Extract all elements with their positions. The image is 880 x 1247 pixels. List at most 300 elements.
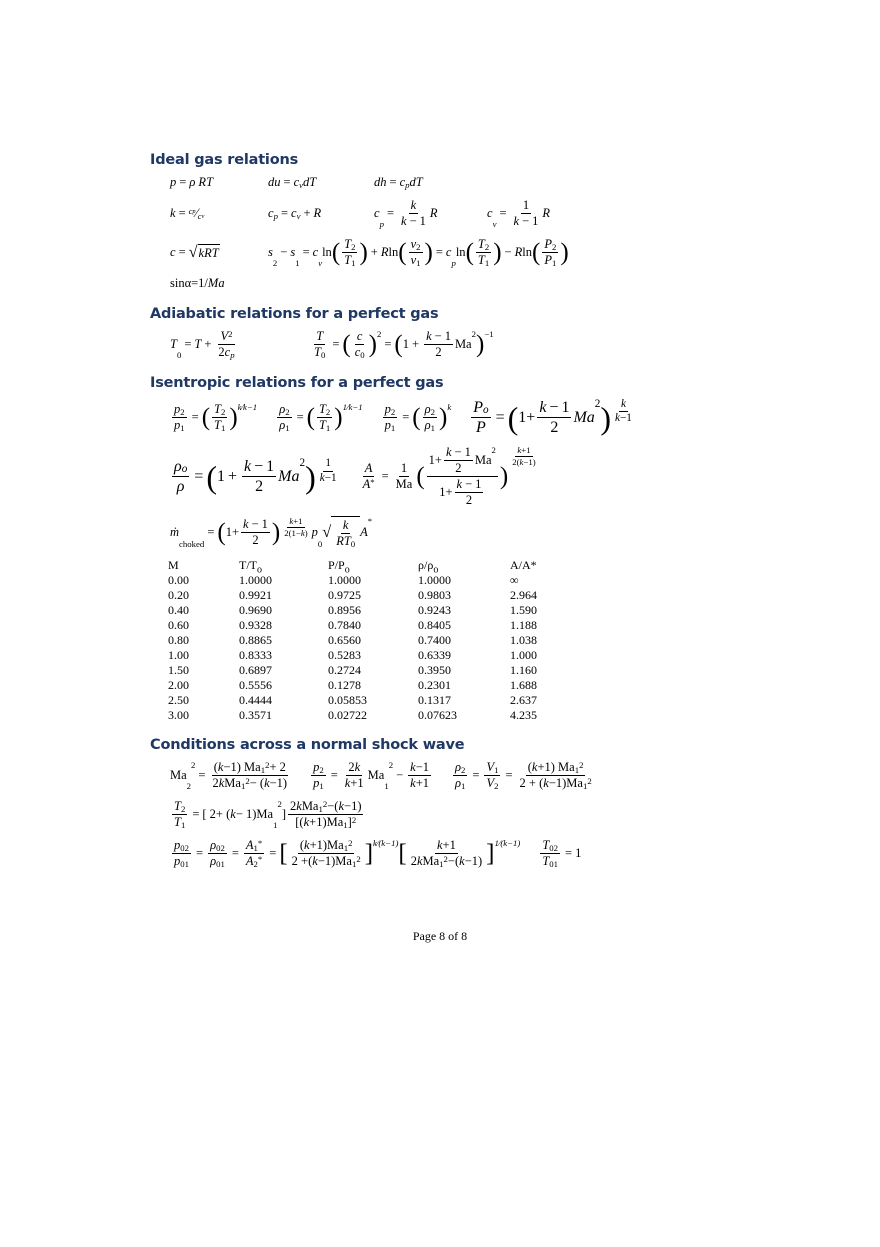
table-cell: 0.9921 [239,587,272,602]
equation-row [170,398,770,437]
superscript [368,516,372,527]
math-text: 2 [491,445,496,456]
math-operator: = [472,768,480,783]
math-text: 1 [343,842,349,853]
math-symbol: A [245,838,254,853]
math-symbol: V [486,760,495,775]
math-symbol: k [539,399,547,416]
denominator [453,461,463,476]
math-symbol: k [459,854,465,869]
close-delimiter: ] [486,840,495,868]
heading-ideal-gas: Ideal gas relations [150,152,299,168]
numerator [444,445,473,461]
math-text: 1 [261,517,268,532]
math-text: + 2 [269,760,286,775]
math-text: 1 [220,422,226,433]
fraction [208,838,227,869]
fraction [542,237,558,268]
close-delimiter: ) [271,519,281,547]
math-text: 1 [444,329,451,343]
math-symbol: T [318,418,326,433]
close-delimiter: ) [475,331,485,358]
parentheses [416,445,508,508]
math-text: 2 [390,406,396,417]
math-symbol: c [445,245,452,259]
group [217,457,305,496]
table-cell: 1.160 [510,662,537,677]
fraction [510,445,537,467]
math-symbol: P [473,399,483,416]
math-text: 2 [299,457,306,470]
math-operator: − [251,517,259,532]
equation [170,243,250,263]
table-cell: 0.02722 [328,707,367,722]
numerator [287,516,304,528]
math-symbol: kRT [198,246,219,260]
denominator [216,345,236,360]
fraction [290,838,363,869]
fraction [476,237,491,268]
math-operator: = [178,245,186,259]
fraction [484,760,500,791]
math-symbol: T [477,237,485,251]
math-text: 1 [295,257,300,268]
fraction [453,760,467,791]
math-symbol: T [214,418,221,433]
math-symbol: p [174,854,181,869]
equation-row [170,198,770,229]
math-operator: − [409,214,417,228]
math-text: 1 [240,780,246,791]
math-text: 1 [273,819,278,830]
equation [170,760,291,791]
math-symbol: c [224,345,231,359]
numerator [288,799,363,815]
math-symbol: v [492,218,497,229]
math-symbol: k [217,760,224,775]
math-operator: + [303,206,311,220]
denominator [512,214,541,229]
math-text: 2 [245,776,250,787]
math-symbol: ρ [174,458,182,476]
subscript [461,781,465,792]
math-text: 2 [319,764,324,775]
numerator [323,457,333,471]
math-text: 2 [594,398,601,410]
math-text: Ma [224,776,241,791]
math-text: +1 [293,516,303,527]
subscript [485,242,489,253]
math-text: 1 [400,461,408,476]
math-symbol: T [344,237,352,251]
fraction [172,838,191,869]
denominator [423,418,437,433]
table-cell: ∞ [510,572,519,587]
subscript [431,407,435,418]
close-delimiter: ) [499,463,509,491]
close-delimiter: ) [493,239,502,266]
fraction [537,398,571,437]
close-delimiter: ) [424,239,433,266]
math-symbol: c [293,175,300,189]
denominator [476,253,491,268]
subscript [351,242,355,253]
math-symbol: k [304,838,310,853]
math-text: 2 [191,760,196,771]
superscript [258,838,262,849]
math-text: 1 [384,780,389,791]
table-cell: 0.5283 [328,647,361,662]
fraction [444,445,473,476]
math-symbol: du [268,175,281,189]
math-symbol: T [477,253,485,267]
math-symbol: k [513,214,520,228]
subscript [552,258,556,269]
group [403,329,476,360]
math-text: +1)Ma [309,815,344,830]
math-symbol: c [170,245,176,259]
math-symbol: p [313,760,320,775]
math-text: 2 [220,406,226,417]
group [351,329,369,360]
math-symbol: ṁ [170,525,180,540]
math-text: 2 [410,854,417,869]
superscript [370,477,374,488]
math-symbol: v [410,253,417,267]
math-text: 02 [180,842,189,853]
math-text: ln [388,245,399,259]
numerator [409,237,423,253]
math-symbol: k [319,471,325,484]
subscript [380,219,384,230]
table-cell: 0.9803 [418,587,451,602]
subscript [493,219,497,230]
math-symbol: c [291,206,297,220]
math-symbol: c [356,329,363,343]
numerator [453,760,467,776]
math-operator: = [330,768,338,783]
math-text: 1 [461,780,466,791]
equation [170,402,257,433]
table-cell: 1.0000 [418,572,451,587]
denominator [343,776,366,791]
math-operator: = [198,768,206,783]
math-symbol: ρ [279,402,286,417]
fraction [408,760,431,791]
denominator [518,776,594,791]
subscript [182,463,188,476]
subscript [230,350,234,361]
math-text: 2 [388,760,394,771]
open-delimiter: ( [398,239,407,266]
subscript [319,765,323,776]
fraction [399,198,428,229]
parentheses [466,237,502,268]
math-text: 2 [461,764,466,775]
math-symbol: T [170,337,177,351]
numerator [471,398,490,418]
open-delimiter: ( [412,404,421,432]
math-symbol: p [384,402,391,417]
table-cell: 0.8956 [328,602,361,617]
table-row [168,587,537,602]
table-cell: 2.964 [510,587,537,602]
math-text: 2 [416,241,421,252]
math-text: ln [522,245,532,259]
numerator [212,760,288,776]
math-text: 2 [272,257,278,268]
math-text: choked [179,538,205,549]
math-symbol: k [312,854,318,869]
denominator [282,528,309,539]
math-text: * [367,516,373,527]
table-cell: 0.1317 [418,692,451,707]
subscript [552,242,556,253]
denominator [250,533,260,548]
math-text: −( [327,799,339,814]
subscript [198,211,205,222]
group [226,517,272,548]
table-row [168,647,537,662]
math-text: 2 [228,329,233,339]
math-text: 0 [176,349,182,360]
subscript [549,859,558,870]
numerator [427,445,498,477]
math-text: 1 [575,846,582,861]
math-text: 1 [439,858,444,869]
math-operator: − [280,245,288,259]
col-header: M [168,557,179,572]
denominator [433,345,443,360]
math-text: * [257,854,263,865]
math-text: 0 [317,538,323,549]
math-operator: = [192,807,200,822]
fraction [212,402,227,433]
math-operator: + [370,245,378,259]
math-text: 2 [435,345,442,359]
math-symbol: k [410,198,417,212]
subscript [181,804,185,815]
math-text: 2 [430,406,435,417]
math-text: Ma [367,768,385,783]
math-text: 1 [551,257,557,268]
math-text: * [257,838,263,849]
math-text: 1 [319,780,324,791]
denominator [613,412,634,425]
math-symbol: k [338,799,345,814]
math-symbol: v [201,213,205,220]
math-text: 0 [320,349,326,360]
math-symbol: ρ [424,402,431,417]
math-operator: = [384,337,392,351]
math-symbol: RT [336,534,351,549]
equation [170,799,365,830]
math-text: −1 [484,329,494,339]
math-symbol: k [289,516,294,527]
superscript [356,854,360,865]
numerator [619,398,628,412]
group [425,445,500,508]
math-operator: − [504,245,512,259]
equation [374,198,469,229]
denominator [540,854,560,869]
numerator [408,760,431,776]
equation [309,760,433,791]
math-text: 2 [180,406,185,417]
brackets [398,838,494,869]
square-root [189,243,220,263]
superscript [447,402,451,413]
math-symbol: T [344,253,352,267]
close-delimiter: ) [334,404,343,432]
math-text: 1+ [225,525,240,540]
math-symbol: p [379,218,384,229]
table-cell: 1.188 [510,617,537,632]
denominator [510,457,537,468]
equation-row [170,516,770,549]
math-text: 2 [252,533,259,548]
math-text: 2 [348,760,355,775]
superscript [611,398,636,426]
fraction [409,838,484,869]
math-text: ) [304,527,308,538]
equation [170,457,341,496]
fraction [241,517,270,548]
math-operator: + [412,337,420,351]
superscript [508,445,539,467]
table-cell: 0.9725 [328,587,361,602]
parentheses [342,329,377,360]
math-symbol: k⁄(k−1) [373,838,399,849]
superscript [389,760,393,771]
math-text: 1+ [428,453,442,468]
math-symbol: T [318,402,326,417]
math-symbol: c [374,206,380,220]
math-text: 2 [550,419,559,437]
math-symbol: T [174,799,181,814]
math-operator: = [178,206,186,220]
subscript [180,407,184,418]
math-symbol: A [364,461,373,476]
math-symbol: R [542,206,551,220]
heading-normal-shock: Conditions across a normal shock wave [150,737,465,754]
subscript [295,258,299,269]
fraction [342,237,357,268]
heading-adiabatic: Adiabatic relations for a perfect gas [150,306,439,322]
equation [268,206,356,221]
group [421,402,439,433]
math-text: 2 [376,329,382,339]
math-symbol: R [380,245,389,259]
numerator [244,838,264,854]
denominator [293,815,358,830]
fraction [361,461,377,492]
subscript [273,820,277,831]
table-cell: 1.0000 [239,572,272,587]
numerator [346,760,362,776]
math-text: 1 [402,337,409,351]
denominator [464,493,474,508]
math-text: 1 [574,764,580,775]
table-cell: 0.6339 [418,647,451,662]
numerator [172,799,187,815]
denominator [212,418,227,433]
math-operator: = [381,469,389,484]
subscript [485,258,489,269]
denominator [312,345,327,360]
numerator [241,517,270,533]
equation-row [170,237,770,268]
math-symbol: T [316,329,324,343]
math-text: 1+ [518,409,536,427]
denominator [394,477,415,492]
group [474,237,493,268]
equation-row [170,760,770,791]
math-symbol: p [192,209,196,216]
equation [275,402,362,433]
math-symbol: c [312,245,319,259]
math-symbol: k [620,398,626,410]
math-text: 2 [325,406,331,417]
table-cell: 0.4444 [239,692,272,707]
table-row [168,617,537,632]
math-text: 0 [350,538,356,549]
heading-isentropic: Isentropic relations for a perfect gas [150,375,444,391]
page-content [150,151,770,944]
denominator [290,854,363,869]
math-symbol: A [362,477,371,492]
superscript [316,457,341,485]
math-text: 1 [390,422,396,433]
subscript [273,258,277,269]
math-text: 1 [180,819,186,830]
denominator [399,214,428,229]
math-operator: = [283,175,291,189]
math-text: 1 [216,468,225,486]
math-operator: = [386,206,394,220]
math-text: 1 [266,458,275,476]
table-cell: 3.00 [168,707,189,722]
math-text: 2 [322,799,328,810]
fraction [540,838,560,869]
radicand [198,244,220,261]
superscript [492,445,496,456]
math-text: 2 [212,776,219,791]
denominator [474,418,488,437]
math-symbol: k [410,760,416,775]
math-text: ] [281,807,286,822]
group [288,838,365,869]
math-text: 1 [494,764,499,775]
math-symbol: c [487,206,493,220]
numerator [311,760,326,776]
page-number: Page 8 of 8 [412,929,468,944]
math-operator: = [280,206,288,220]
math-symbol: k [445,445,452,460]
math-symbol: V [220,329,229,343]
open-delimiter: [ [398,840,407,868]
math-operator: = [332,337,340,351]
math-symbol: T [214,402,221,417]
math-text: 1 [430,422,435,433]
subscript [221,423,225,434]
math-symbol: dh [374,175,387,189]
equation [170,329,292,360]
denominator [409,854,484,869]
math-symbol: ρ RT [189,175,214,189]
math-text: +1)Ma [309,838,344,853]
table-header-row [168,557,537,572]
